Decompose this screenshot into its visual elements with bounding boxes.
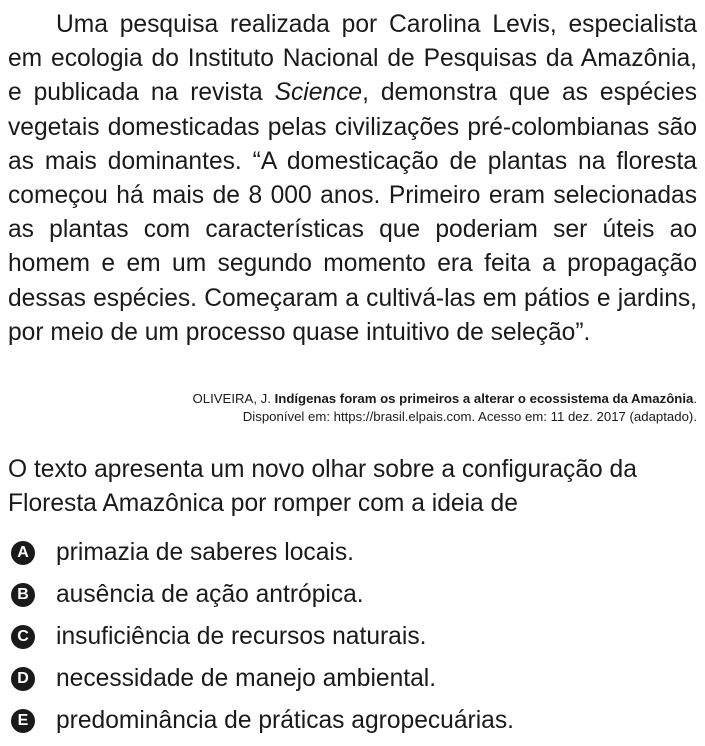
option-d-letter-badge: D [11,667,35,691]
option-b-text: ausência de ação antrópica. [56,581,364,608]
option-c-text: insuficiência de recursos naturais. [56,623,427,650]
journal-name: Science [274,79,363,107]
option-c-letter-badge: C [11,625,35,649]
option-e-text: predominância de práticas agropecuárias. [56,707,514,734]
question-stem: O texto apresenta um novo olhar sobre a configuração da Floresta Amazônica por romper com a ideia de [8,456,637,517]
citation-line-1 [8,390,697,408]
passage-text [8,8,697,350]
option-b[interactable] [8,574,697,616]
answer-options [8,532,697,742]
option-b-letter-badge: B [11,583,35,607]
citation-title: Indígenas foram os primeiros a alterar o ecossistema da Amazônia [274,391,694,406]
citation-availability: Disponível em: https://brasil.elpais.com. Acesso em: 11 dez. 2017 (adaptado). [242,408,697,424]
option-d-text: necessidade de manejo ambiental. [56,665,437,692]
option-a-letter-badge: A [11,541,35,565]
citation-author: OLIVEIRA, J. [192,391,275,406]
option-a[interactable] [8,532,697,574]
passage-text-part-2: , demonstra que as espécies vegetais domesticadas pelas civilizações pré-colombianas são as mais dominantes. “A domesticação de plantas na floresta começou há mais de 8 000 anos. Primeiro eram selecionadas as plantas com características que poderiam ser úteis ao homem e em um segundo momento era feita a propagação dessas espécies. Começaram a cultivá-las em pátios e jardins, por meio de um processo quase intuitivo de seleção”. [8,79,697,346]
source-citation [8,390,697,425]
option-e[interactable] [8,700,697,742]
option-c[interactable] [8,616,697,658]
option-e-letter-badge: E [11,709,35,733]
option-a-text: primazia de saberes locais. [56,539,354,566]
citation-title-end: . [693,391,697,406]
passage-text-part-1: Uma pesquisa realizada por Carolina Levis, especialista em ecologia do Instituto Nacional de Pesquisas da Amazônia, e publicada na revista [8,11,697,107]
option-d[interactable] [8,658,697,700]
